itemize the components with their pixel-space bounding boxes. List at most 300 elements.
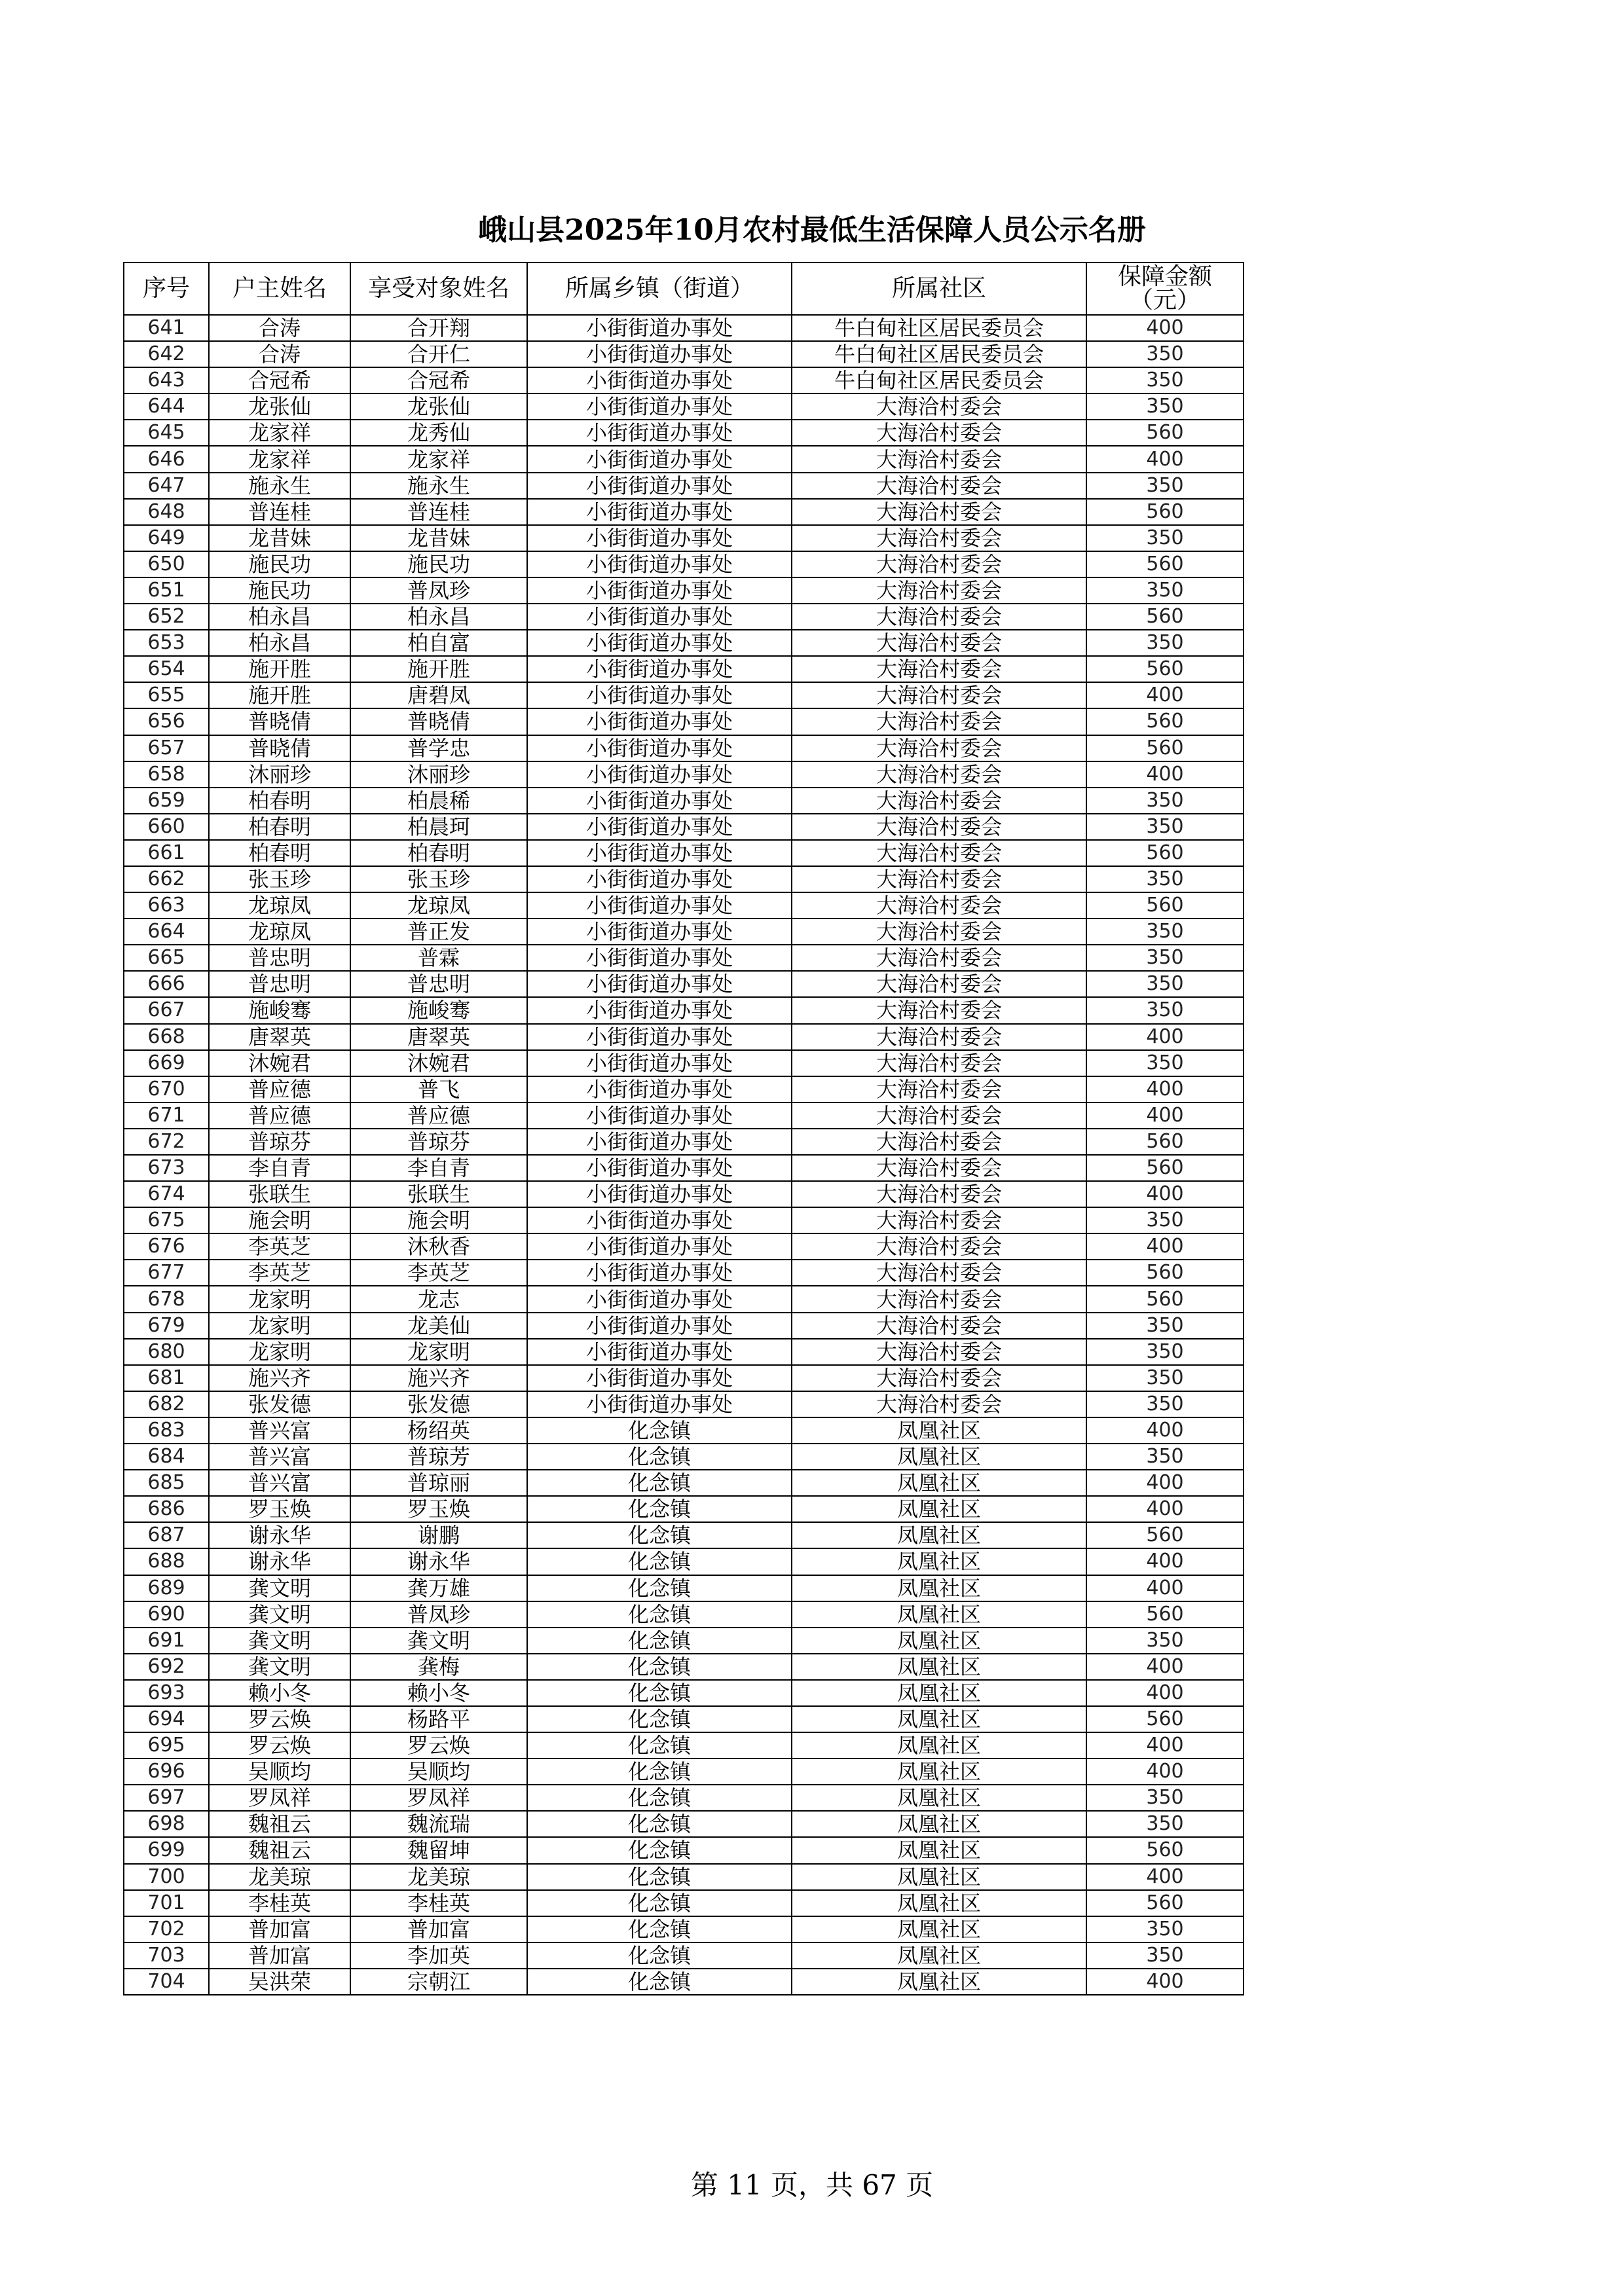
cell-index: 689 [124,1575,209,1601]
cell-index: 684 [124,1444,209,1470]
table-row [124,315,1244,341]
cell-amount: 350 [1086,1313,1244,1339]
cell-town: 小街街道办事处 [527,1286,792,1312]
table-row [124,1680,1244,1706]
cell-index: 695 [124,1732,209,1758]
cell-householder: 普晓倩 [209,735,350,761]
cell-householder: 普加富 [209,1942,350,1969]
cell-householder: 普兴富 [209,1470,350,1496]
cell-community: 大海洽村委会 [792,997,1086,1023]
cell-index: 654 [124,656,209,682]
cell-index: 646 [124,446,209,472]
cell-amount: 350 [1086,1339,1244,1365]
cell-beneficiary: 普凤珍 [350,577,527,604]
cell-town: 小街街道办事处 [527,499,792,525]
cell-beneficiary: 龙张仙 [350,393,527,420]
cell-householder: 龚文明 [209,1628,350,1654]
cell-town: 小街街道办事处 [527,1102,792,1129]
table-row [124,551,1244,577]
cell-index: 698 [124,1811,209,1837]
cell-amount: 400 [1086,1548,1244,1575]
cell-beneficiary: 普凤珍 [350,1601,527,1628]
cell-householder: 普忠明 [209,945,350,971]
cell-community: 凤凰社区 [792,1601,1086,1628]
cell-community: 大海洽村委会 [792,1339,1086,1365]
cell-community: 凤凰社区 [792,1548,1086,1575]
cell-beneficiary: 龚万雄 [350,1575,527,1601]
cell-index: 647 [124,473,209,499]
cell-householder: 合冠希 [209,367,350,393]
cell-town: 小街街道办事处 [527,1233,792,1260]
table-row [124,735,1244,761]
cell-index: 668 [124,1024,209,1050]
cell-householder: 普加富 [209,1916,350,1942]
cell-householder: 龙张仙 [209,393,350,420]
cell-amount: 400 [1086,1496,1244,1522]
cell-amount: 400 [1086,761,1244,788]
cell-town: 化念镇 [527,1444,792,1470]
cell-beneficiary: 张发德 [350,1391,527,1417]
cell-community: 凤凰社区 [792,1916,1086,1942]
cell-index: 679 [124,1313,209,1339]
cell-community: 大海洽村委会 [792,1313,1086,1339]
cell-index: 653 [124,630,209,656]
cell-amount: 400 [1086,682,1244,708]
table-row [124,1628,1244,1654]
table-row [124,1365,1244,1391]
table-row [124,499,1244,525]
table-row [124,1260,1244,1286]
cell-amount: 350 [1086,971,1244,997]
cell-amount: 350 [1086,1207,1244,1233]
cell-index: 704 [124,1969,209,1995]
cell-beneficiary: 普应德 [350,1102,527,1129]
table-row [124,1601,1244,1628]
cell-community: 凤凰社区 [792,1942,1086,1969]
cell-town: 化念镇 [527,1942,792,1969]
cell-householder: 沐丽珍 [209,761,350,788]
col-header-community: 所属社区 [792,263,1086,315]
cell-amount: 350 [1086,630,1244,656]
table-row [124,1207,1244,1233]
cell-amount: 400 [1086,1417,1244,1444]
cell-amount: 350 [1086,1050,1244,1076]
table-row [124,997,1244,1023]
cell-amount: 400 [1086,1076,1244,1102]
cell-amount: 560 [1086,735,1244,761]
cell-community: 大海洽村委会 [792,1391,1086,1417]
cell-amount: 350 [1086,1391,1244,1417]
cell-index: 700 [124,1864,209,1890]
cell-town: 小街街道办事处 [527,551,792,577]
cell-community: 牛白甸社区居民委员会 [792,315,1086,341]
cell-householder: 柏春明 [209,840,350,866]
cell-householder: 罗凤祥 [209,1785,350,1811]
table-row [124,367,1244,393]
cell-householder: 龙家祥 [209,420,350,446]
cell-community: 大海洽村委会 [792,1050,1086,1076]
cell-beneficiary: 李英芝 [350,1260,527,1286]
cell-index: 701 [124,1890,209,1916]
cell-town: 化念镇 [527,1969,792,1995]
cell-community: 牛白甸社区居民委员会 [792,341,1086,367]
table-row [124,761,1244,788]
cell-community: 大海洽村委会 [792,1129,1086,1155]
cell-beneficiary: 沐秋香 [350,1233,527,1260]
cell-community: 大海洽村委会 [792,1365,1086,1391]
cell-index: 672 [124,1129,209,1155]
table-row [124,1496,1244,1522]
cell-beneficiary: 谢鹏 [350,1522,527,1548]
cell-beneficiary: 龙志 [350,1286,527,1312]
cell-community: 大海洽村委会 [792,945,1086,971]
cell-town: 化念镇 [527,1811,792,1837]
cell-community: 大海洽村委会 [792,1233,1086,1260]
cell-community: 大海洽村委会 [792,499,1086,525]
cell-beneficiary: 合开翔 [350,315,527,341]
cell-beneficiary: 施会明 [350,1207,527,1233]
cell-beneficiary: 施峻骞 [350,997,527,1023]
cell-index: 643 [124,367,209,393]
cell-index: 682 [124,1391,209,1417]
cell-beneficiary: 宗朝江 [350,1969,527,1995]
cell-index: 660 [124,814,209,840]
cell-beneficiary: 普晓倩 [350,708,527,735]
cell-beneficiary: 施兴齐 [350,1365,527,1391]
cell-town: 小街街道办事处 [527,1313,792,1339]
cell-index: 652 [124,604,209,630]
cell-index: 655 [124,682,209,708]
cell-community: 大海洽村委会 [792,814,1086,840]
table-row [124,1969,1244,1995]
table-row [124,1575,1244,1601]
cell-community: 大海洽村委会 [792,1024,1086,1050]
cell-beneficiary: 合开仁 [350,341,527,367]
cell-index: 659 [124,788,209,814]
cell-amount: 350 [1086,525,1244,551]
cell-community: 大海洽村委会 [792,892,1086,919]
table-row [124,1155,1244,1181]
cell-amount: 350 [1086,341,1244,367]
cell-community: 大海洽村委会 [792,1260,1086,1286]
table-row [124,1548,1244,1575]
cell-beneficiary: 谢永华 [350,1548,527,1575]
cell-index: 690 [124,1601,209,1628]
cell-beneficiary: 沐丽珍 [350,761,527,788]
cell-amount: 560 [1086,1601,1244,1628]
cell-beneficiary: 普琼丽 [350,1470,527,1496]
cell-amount: 350 [1086,1942,1244,1969]
cell-index: 696 [124,1758,209,1785]
cell-town: 化念镇 [527,1732,792,1758]
table-row [124,708,1244,735]
cell-amount: 400 [1086,1758,1244,1785]
cell-town: 小街街道办事处 [527,1391,792,1417]
cell-town: 小街街道办事处 [527,840,792,866]
cell-community: 凤凰社区 [792,1654,1086,1680]
cell-householder: 施民功 [209,551,350,577]
cell-amount: 350 [1086,1628,1244,1654]
table-row [124,1076,1244,1102]
cell-amount: 350 [1086,814,1244,840]
cell-index: 642 [124,341,209,367]
cell-community: 凤凰社区 [792,1575,1086,1601]
cell-index: 697 [124,1785,209,1811]
cell-householder: 魏祖云 [209,1837,350,1863]
cell-householder: 龙家祥 [209,446,350,472]
cell-amount: 400 [1086,315,1244,341]
cell-town: 小街街道办事处 [527,1024,792,1050]
cell-householder: 李英芝 [209,1233,350,1260]
cell-beneficiary: 普忠明 [350,971,527,997]
cell-town: 小街街道办事处 [527,735,792,761]
cell-index: 665 [124,945,209,971]
cell-amount: 560 [1086,892,1244,919]
cell-amount: 400 [1086,446,1244,472]
cell-amount: 400 [1086,1864,1244,1890]
table-row [124,393,1244,420]
table-row [124,788,1244,814]
cell-index: 667 [124,997,209,1023]
cell-beneficiary: 龙琼凤 [350,892,527,919]
table-row [124,1233,1244,1260]
cell-householder: 施会明 [209,1207,350,1233]
cell-beneficiary: 龚文明 [350,1628,527,1654]
cell-householder: 龙琼凤 [209,919,350,945]
cell-town: 小街街道办事处 [527,919,792,945]
cell-town: 小街街道办事处 [527,525,792,551]
cell-amount: 560 [1086,499,1244,525]
cell-town: 小街街道办事处 [527,473,792,499]
cell-town: 小街街道办事处 [527,1260,792,1286]
cell-community: 大海洽村委会 [792,682,1086,708]
cell-town: 化念镇 [527,1758,792,1785]
cell-householder: 谢永华 [209,1548,350,1575]
cell-householder: 魏祖云 [209,1811,350,1837]
cell-community: 凤凰社区 [792,1680,1086,1706]
table-row [124,656,1244,682]
cell-beneficiary: 普飞 [350,1076,527,1102]
cell-community: 大海洽村委会 [792,656,1086,682]
table-row [124,971,1244,997]
cell-index: 691 [124,1628,209,1654]
cell-index: 671 [124,1102,209,1129]
cell-amount: 560 [1086,1129,1244,1155]
cell-householder: 施开胜 [209,656,350,682]
cell-beneficiary: 合冠希 [350,367,527,393]
cell-householder: 普晓倩 [209,708,350,735]
cell-beneficiary: 普连桂 [350,499,527,525]
cell-beneficiary: 杨路平 [350,1706,527,1732]
table-row [124,1339,1244,1365]
cell-town: 化念镇 [527,1837,792,1863]
cell-town: 化念镇 [527,1417,792,1444]
cell-amount: 560 [1086,1706,1244,1732]
cell-beneficiary: 普霖 [350,945,527,971]
cell-householder: 赖小冬 [209,1680,350,1706]
table-row [124,814,1244,840]
cell-community: 大海洽村委会 [792,604,1086,630]
cell-amount: 560 [1086,1260,1244,1286]
cell-town: 小街街道办事处 [527,1339,792,1365]
cell-town: 小街街道办事处 [527,630,792,656]
table-row [124,1102,1244,1129]
cell-town: 小街街道办事处 [527,892,792,919]
table-row [124,1129,1244,1155]
cell-index: 686 [124,1496,209,1522]
cell-town: 化念镇 [527,1470,792,1496]
table-row [124,945,1244,971]
cell-community: 大海洽村委会 [792,735,1086,761]
cell-town: 小街街道办事处 [527,367,792,393]
table-row [124,1522,1244,1548]
cell-amount: 560 [1086,1522,1244,1548]
cell-index: 664 [124,919,209,945]
cell-town: 小街街道办事处 [527,761,792,788]
cell-amount: 560 [1086,420,1244,446]
cell-index: 656 [124,708,209,735]
table-row [124,420,1244,446]
cell-beneficiary: 罗云焕 [350,1732,527,1758]
cell-householder: 唐翠英 [209,1024,350,1050]
cell-index: 688 [124,1548,209,1575]
cell-householder: 龚文明 [209,1575,350,1601]
col-header-town: 所属乡镇（街道） [527,263,792,315]
cell-town: 化念镇 [527,1601,792,1628]
table-row [124,630,1244,656]
table-row [124,1417,1244,1444]
cell-town: 化念镇 [527,1628,792,1654]
cell-town: 小街街道办事处 [527,1365,792,1391]
cell-community: 凤凰社区 [792,1864,1086,1890]
cell-householder: 施民功 [209,577,350,604]
cell-index: 669 [124,1050,209,1076]
cell-amount: 350 [1086,1365,1244,1391]
cell-community: 大海洽村委会 [792,630,1086,656]
cell-index: 680 [124,1339,209,1365]
cell-community: 凤凰社区 [792,1522,1086,1548]
cell-community: 凤凰社区 [792,1785,1086,1811]
page-footer: 第 11 页，共 67 页 [690,2169,934,2201]
cell-beneficiary: 施民功 [350,551,527,577]
cell-householder: 合涛 [209,315,350,341]
cell-amount: 350 [1086,1785,1244,1811]
cell-householder: 普应德 [209,1076,350,1102]
cell-index: 651 [124,577,209,604]
roster-table [123,262,1244,1995]
cell-community: 凤凰社区 [792,1969,1086,1995]
cell-beneficiary: 柏晨珂 [350,814,527,840]
cell-amount: 350 [1086,997,1244,1023]
cell-beneficiary: 罗玉焕 [350,1496,527,1522]
cell-householder: 普兴富 [209,1444,350,1470]
cell-householder: 合涛 [209,341,350,367]
cell-householder: 普忠明 [209,971,350,997]
cell-beneficiary: 沐婉君 [350,1050,527,1076]
cell-community: 大海洽村委会 [792,551,1086,577]
cell-amount: 400 [1086,1575,1244,1601]
table-row [124,1811,1244,1837]
cell-beneficiary: 魏留坤 [350,1837,527,1863]
cell-beneficiary: 龙秀仙 [350,420,527,446]
cell-community: 大海洽村委会 [792,1207,1086,1233]
cell-beneficiary: 龙昔妹 [350,525,527,551]
cell-amount: 560 [1086,840,1244,866]
cell-community: 凤凰社区 [792,1890,1086,1916]
cell-beneficiary: 杨绍英 [350,1417,527,1444]
table-row [124,1916,1244,1942]
cell-index: 683 [124,1417,209,1444]
cell-town: 小街街道办事处 [527,708,792,735]
cell-index: 670 [124,1076,209,1102]
cell-community: 凤凰社区 [792,1837,1086,1863]
cell-community: 大海洽村委会 [792,1181,1086,1207]
cell-town: 小街街道办事处 [527,393,792,420]
cell-amount: 400 [1086,1102,1244,1129]
cell-householder: 普应德 [209,1102,350,1129]
cell-beneficiary: 龙家明 [350,1339,527,1365]
cell-amount: 400 [1086,1654,1244,1680]
cell-town: 小街街道办事处 [527,1076,792,1102]
cell-householder: 龚文明 [209,1601,350,1628]
cell-index: 674 [124,1181,209,1207]
cell-amount: 560 [1086,1155,1244,1181]
cell-householder: 施兴齐 [209,1365,350,1391]
table-row [124,446,1244,472]
cell-town: 小街街道办事处 [527,682,792,708]
cell-beneficiary: 吴顺均 [350,1758,527,1785]
cell-community: 凤凰社区 [792,1732,1086,1758]
cell-householder: 龙家明 [209,1313,350,1339]
cell-amount: 400 [1086,1732,1244,1758]
cell-town: 化念镇 [527,1890,792,1916]
cell-community: 凤凰社区 [792,1758,1086,1785]
table-row [124,577,1244,604]
cell-community: 大海洽村委会 [792,840,1086,866]
cell-amount: 400 [1086,1680,1244,1706]
cell-community: 凤凰社区 [792,1470,1086,1496]
col-header-beneficiary: 享受对象姓名 [350,263,527,315]
cell-town: 小街街道办事处 [527,997,792,1023]
document-title: 峨山县2025年10月农村最低生活保障人员公示名册 [478,213,1146,247]
cell-town: 小街街道办事处 [527,971,792,997]
cell-beneficiary: 普正发 [350,919,527,945]
cell-community: 大海洽村委会 [792,971,1086,997]
cell-householder: 龙琼凤 [209,892,350,919]
cell-index: 645 [124,420,209,446]
cell-beneficiary: 张玉珍 [350,866,527,892]
cell-index: 657 [124,735,209,761]
cell-amount: 350 [1086,788,1244,814]
table-row [124,682,1244,708]
cell-beneficiary: 唐碧凤 [350,682,527,708]
cell-community: 大海洽村委会 [792,1155,1086,1181]
cell-index: 661 [124,840,209,866]
table-row [124,1706,1244,1732]
cell-householder: 张发德 [209,1391,350,1417]
cell-town: 化念镇 [527,1548,792,1575]
cell-index: 675 [124,1207,209,1233]
cell-amount: 350 [1086,577,1244,604]
cell-amount: 400 [1086,1470,1244,1496]
cell-amount: 560 [1086,1890,1244,1916]
cell-householder: 李自青 [209,1155,350,1181]
cell-community: 大海洽村委会 [792,866,1086,892]
cell-town: 小街街道办事处 [527,1207,792,1233]
cell-amount: 560 [1086,708,1244,735]
cell-index: 676 [124,1233,209,1260]
cell-beneficiary: 普琼芬 [350,1129,527,1155]
